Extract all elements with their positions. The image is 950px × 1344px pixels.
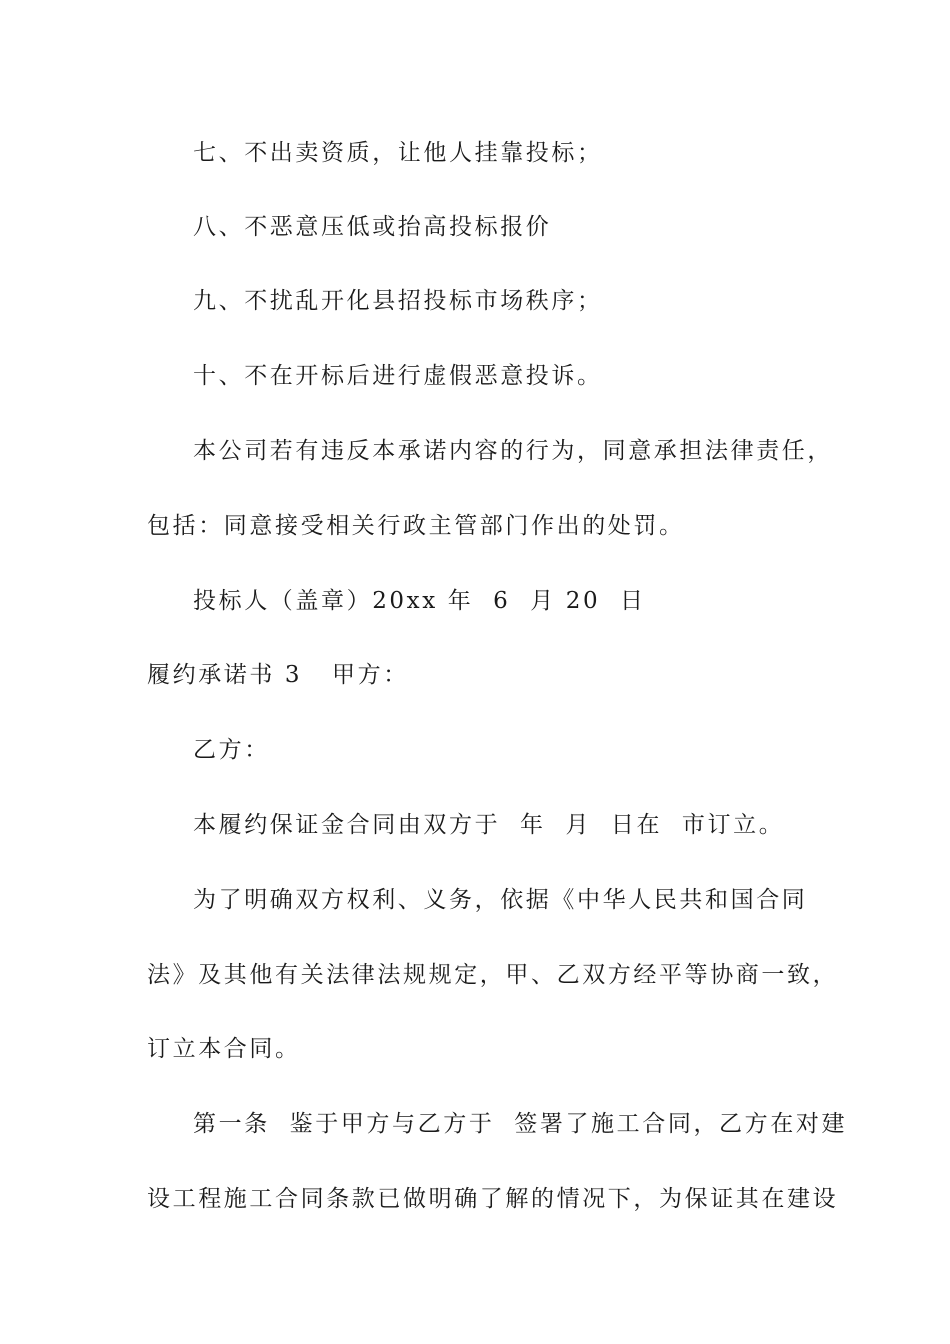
liability-statement-line-1: 本公司若有违反本承诺内容的行为，同意承担法律责任， (193, 438, 833, 464)
clause-nine: 九、不扰乱开化县招投标市场秩序； (193, 288, 603, 314)
clause-ten: 十、不在开标后进行虚假恶意投诉。 (193, 363, 603, 389)
bidder-signature-date: 投标人（盖章）20xx 年 6 月 20 日 (193, 588, 646, 614)
contract-heading-row (147, 655, 827, 695)
contract-basis-line-3: 订立本合同。 (147, 1036, 301, 1062)
clause-eight: 八、不恶意压低或抬高投标报价 (193, 214, 552, 240)
contract-title: 履约承诺书 3 (147, 662, 303, 688)
article-one-line-1: 第一条 鉴于甲方与乙方于 签署了施工合同，乙方在对建 (193, 1111, 848, 1137)
party-a-label: 甲方： (332, 662, 409, 688)
party-b-label: 乙方： (193, 737, 270, 763)
contract-basis-line-2: 法》及其他有关法律法规规定，甲、乙双方经平等协商一致， (147, 962, 839, 988)
article-one-line-2: 设工程施工合同条款已做明确了解的情况下，为保证其在建设 (147, 1186, 839, 1212)
clause-seven: 七、不出卖资质，让他人挂靠投标； (193, 140, 603, 166)
contract-basis-line-1: 为了明确双方权利、义务，依据《中华人民共和国合同 (193, 887, 808, 913)
liability-statement-line-2: 包括：同意接受相关行政主管部门作出的处罚。 (147, 513, 685, 539)
contract-signing-statement: 本履约保证金合同由双方于 年 月 日在 市订立。 (193, 812, 785, 838)
